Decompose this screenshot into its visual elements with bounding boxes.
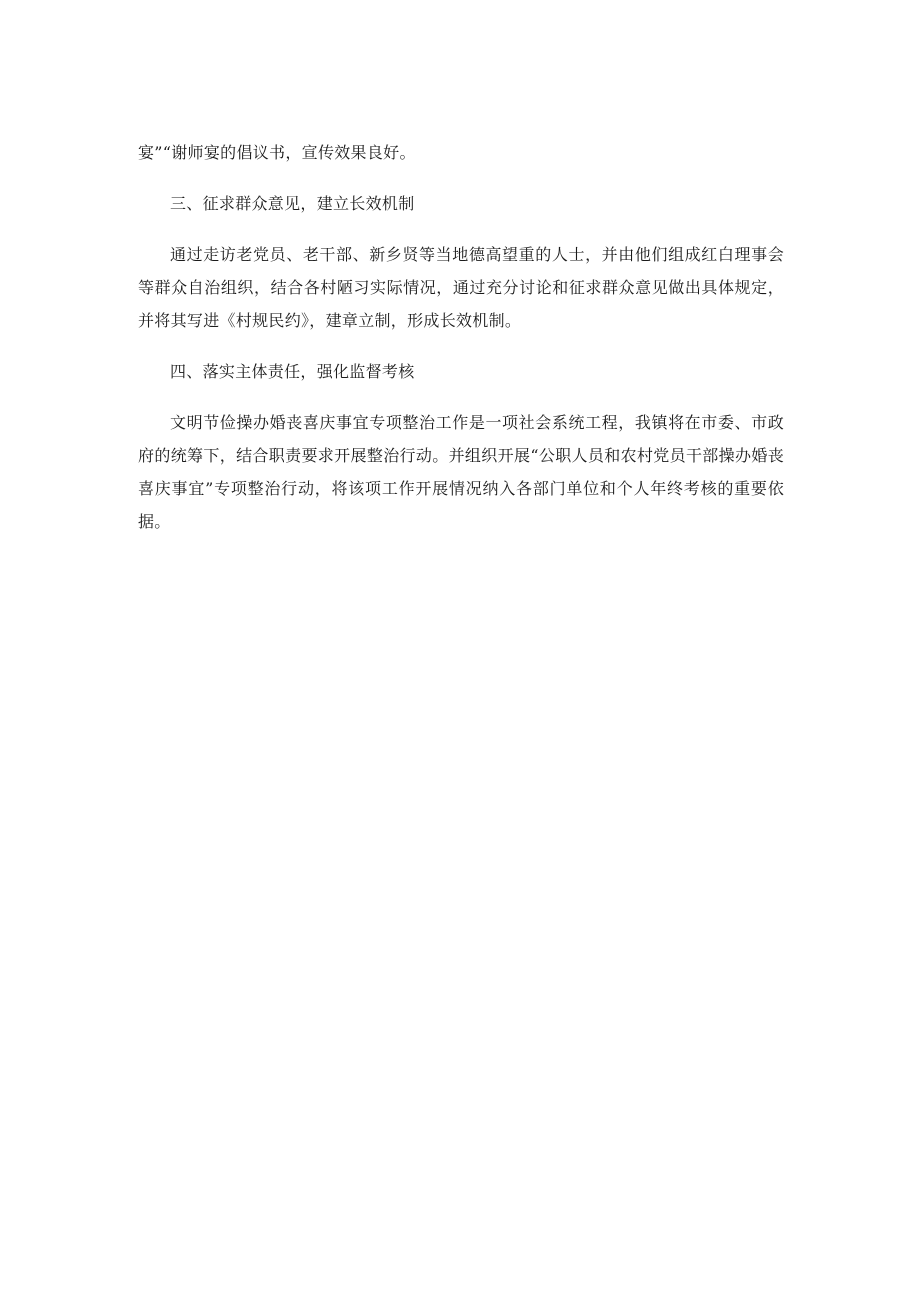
- section-heading-3: 三、征求群众意见，建立长效机制: [170, 194, 415, 213]
- paragraph-section-3: 通过走访老党员、老干部、新乡贤等当地德高望重的人士，并由他们组成红白理事会等群众自治组织，结合各村陋习实际情况，通过充分讨论和征求群众意见做出具体规定，并将其写进《村规民约》，建章立制，形成长效机制。: [138, 245, 784, 330]
- paragraph-continuation: 宴”“谢师宴的倡议书，宣传效果良好。: [138, 143, 416, 162]
- section-heading-4: 四、落实主体责任，强化监督考核: [170, 362, 415, 381]
- document-body: [138, 136, 784, 538]
- paragraph-section-4: 文明节俭操办婚丧喜庆事宜专项整治工作是一项社会系统工程，我镇将在市委、市政府的统筹下，结合职责要求开展整治行动。并组织开展“公职人员和农村党员干部操办婚丧喜庆事宜”专项整治行动，将该项工作开展情况纳入各部门单位和个人年终考核的重要依据。: [138, 413, 784, 531]
